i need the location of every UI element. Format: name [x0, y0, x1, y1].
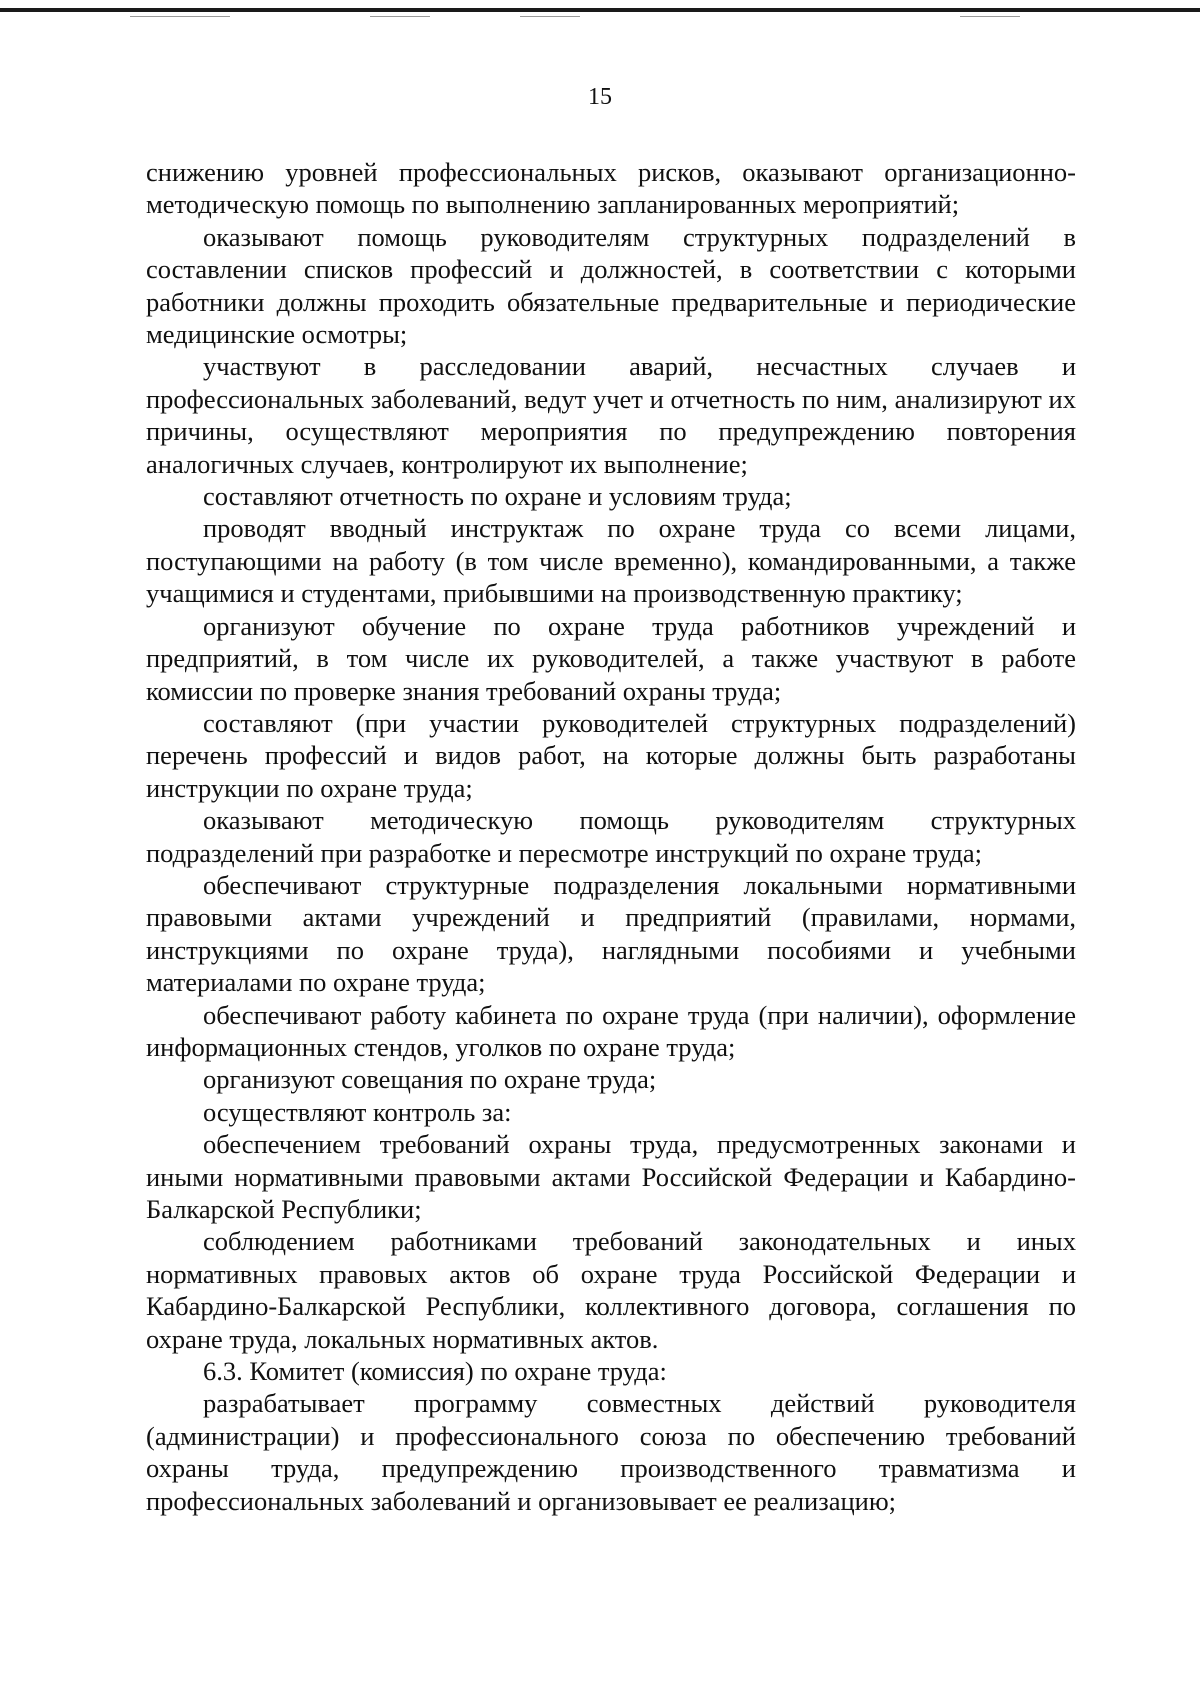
paragraph: оказывают помощь руководителям структурных подразделений в составлении списков профессий и должностей, в соответствии с которыми работники должны проходить обязательные предварительные и периодические медицинские осмотры;: [146, 221, 1076, 350]
scan-artifact-line: [520, 16, 580, 17]
document-body: [146, 156, 1076, 1517]
paragraph: организуют обучение по охране труда работников учреждений и предприятий, в том числе их руководителей, а также участвуют в работе комиссии по проверке знания требований охраны труда;: [146, 610, 1076, 706]
scan-top-border: [0, 8, 1200, 12]
paragraph: разрабатывает программу совместных действий руководителя (администрации) и профессионального союза по обеспечению требований охраны труда, предупреждению производственного травматизма и профессиональных заболеваний и организовывает ее реализацию;: [146, 1388, 1076, 1516]
scan-artifact-line: [370, 16, 430, 17]
paragraph: организуют совещания по охране труда;: [203, 1064, 657, 1095]
scan-artifact-line: [130, 16, 230, 17]
paragraph: соблюдением работниками требований законодательных и иных нормативных правовых актов об охране труда Российской Федерации и Кабардино-Балкарской Республики, коллективного договора, соглашения по охране труда, локальных нормативных актов.: [146, 1226, 1076, 1354]
paragraph: обеспечивают структурные подразделения локальными нормативными правовыми актами учреждений и предприятий (правилами, нормами, инструкциями по охране труда), наглядными пособиями и учебными материалами по охране труда;: [146, 869, 1076, 998]
paragraph-continuation: снижению уровней профессиональных рисков, оказывают организационно-методическую помощь по выполнению запланированных мероприятий;: [146, 157, 1076, 220]
paragraph: осуществляют контроль за:: [203, 1096, 512, 1127]
paragraph: составляют отчетность по охране и условиям труда;: [203, 481, 792, 512]
scan-artifact-line: [960, 16, 1020, 17]
paragraph: оказывают методическую помощь руководителям структурных подразделений при разработке и пересмотре инструкций по охране труда;: [146, 805, 1076, 868]
paragraph: обеспечивают работу кабинета по охране труда (при наличии), оформление информационных стендов, уголков по охране труда;: [146, 999, 1076, 1062]
page-number: 15: [588, 84, 612, 110]
paragraph: проводят вводный инструктаж по охране труда со всеми лицами, поступающими на работу (в том числе временно), командированными, а также учащимися и студентами, прибывшими на производственную практику;: [146, 513, 1076, 609]
paragraph: обеспечением требований охраны труда, предусмотренных законами и иными нормативными правовыми актами Российской Федерации и Кабардино-Балкарской Республики;: [146, 1129, 1076, 1224]
section-heading: 6.3. Комитет (комиссия) по охране труда:: [203, 1356, 667, 1387]
paragraph: составляют (при участии руководителей структурных подразделений) перечень профессий и видов работ, на которые должны быть разработаны инструкции по охране труда;: [146, 707, 1076, 803]
paragraph: участвуют в расследовании аварий, несчастных случаев и профессиональных заболеваний, ведут учет и отчетность по ним, анализируют их причины, осуществляют мероприятия по предупреждению повторения аналогичных случаев, контролируют их выполнение;: [146, 351, 1076, 479]
